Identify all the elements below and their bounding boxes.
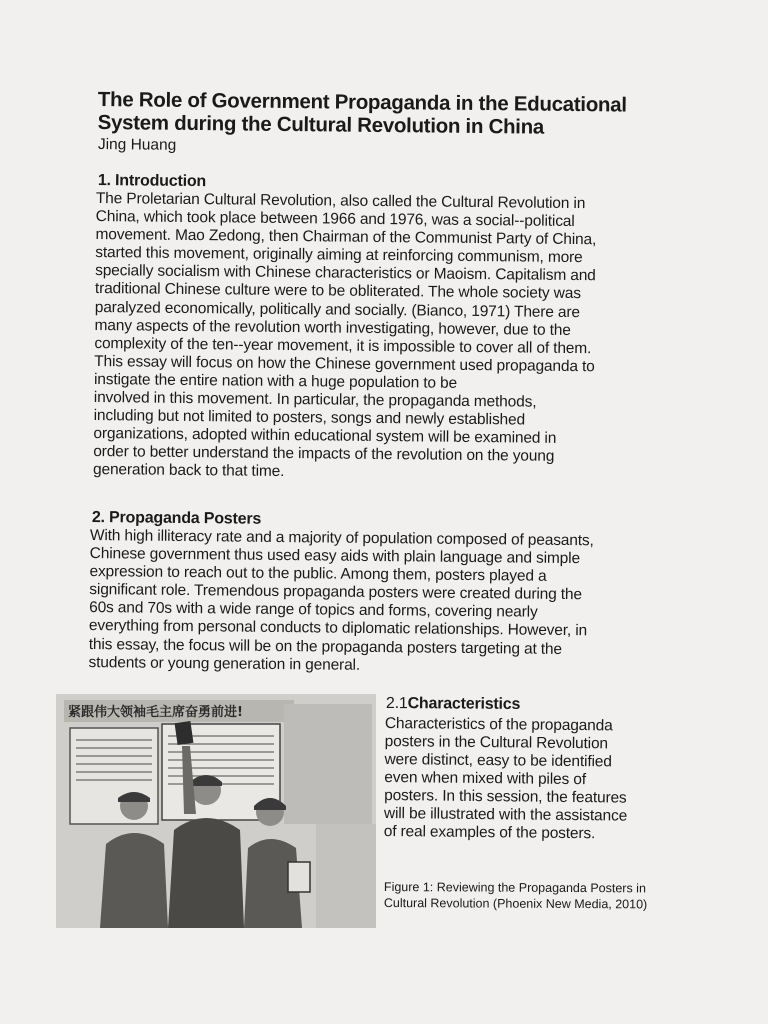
text-line: including but not limited to posters, songs and newly established xyxy=(93,407,526,429)
section-2-heading: 2. Propaganda Posters xyxy=(91,509,262,528)
text-line: expression to reach out to the public. Among them, posters played a xyxy=(89,563,547,585)
text-line: many aspects of the revolution worth investigating, however, due to the xyxy=(94,316,571,339)
text-line: instigate the entire nation with a huge population to be xyxy=(93,370,458,392)
text-line: complexity of the ten--year movement, it is impossible to cover all of them. xyxy=(94,334,592,357)
paper-title xyxy=(98,88,698,140)
text-line: specially socialism with Chinese characteristics or Maoism. Capitalism and xyxy=(95,262,596,285)
author-name: Jing Huang xyxy=(97,136,177,154)
caption-line: Figure 1: Reviewing the Propaganda Posters in xyxy=(383,880,646,896)
section-number: 2.1 xyxy=(385,695,408,713)
section-title: Characteristics xyxy=(407,695,521,713)
title-line-1: The Role of Government Propaganda in the Educational xyxy=(97,88,627,117)
text-line: Characteristics of the propaganda xyxy=(384,715,613,735)
text-line: everything from personal conducts to diplomatic relationships. However, in xyxy=(88,617,588,640)
text-line: This essay will focus on how the Chinese government used propaganda to xyxy=(94,352,595,376)
section-2-1-body xyxy=(384,715,628,844)
figure-caption xyxy=(384,879,648,912)
section-1-body xyxy=(93,190,597,485)
poster-banner: 紧跟伟大领袖毛主席奋勇前进! xyxy=(68,705,243,720)
text-line: organizations, adopted within educational system will be examined in xyxy=(93,425,557,448)
text-line: will be illustrated with the assistance xyxy=(383,804,628,825)
title-line-2: System during the Cultural Revolution in China xyxy=(97,110,545,139)
text-line: Chinese government thus used easy aids with plain language and simple xyxy=(89,545,581,568)
text-line: even when mixed with piles of xyxy=(384,768,587,789)
text-line: posters. In this session, the features xyxy=(384,786,627,807)
text-line: traditional Chinese culture were to be obliterated. The whole society was xyxy=(94,280,581,303)
text-line: The Proletarian Cultural Revolution, also called the Cultural Revolution in xyxy=(95,190,586,213)
text-line: order to better understand the impacts of the revolution on the young xyxy=(93,443,555,466)
section-2-1-heading xyxy=(386,695,520,714)
propaganda-poster-image xyxy=(56,694,376,928)
section-2-body xyxy=(88,527,593,677)
text-line: China, which took place between 1966 and 1976, was a social--political xyxy=(95,208,575,231)
text-line: significant role. Tremendous propaganda posters were created during the xyxy=(89,581,582,604)
section-1-heading: 1. Introduction xyxy=(97,172,207,191)
text-line: paralyzed economically, politically and socially. (Bianco, 1971) There are xyxy=(94,298,580,321)
text-line: started this movement, originally aiming at reinforcing communism, more xyxy=(95,244,583,267)
text-line: were distinct, easy to be identified xyxy=(384,750,612,771)
text-line: of real examples of the posters. xyxy=(383,822,596,843)
text-line: this essay, the focus will be on the propaganda posters targeting at the xyxy=(88,635,563,658)
text-line: With high illiteracy rate and a majority of population composed of peasants, xyxy=(89,527,594,550)
text-line: involved in this movement. In particular, the propaganda methods, xyxy=(93,389,537,411)
text-line: generation back to that time. xyxy=(92,461,285,481)
text-line: movement. Mao Zedong, then Chairman of the Communist Party of China, xyxy=(95,226,597,249)
text-line: 60s and 70s with a wide range of topics and forms, covering nearly xyxy=(89,599,538,622)
text-line: students or young generation in general. xyxy=(88,653,361,674)
text-line: posters in the Cultural Revolution xyxy=(384,732,609,753)
caption-line: Cultural Revolution (Phoenix New Media, 2010) xyxy=(383,895,648,912)
